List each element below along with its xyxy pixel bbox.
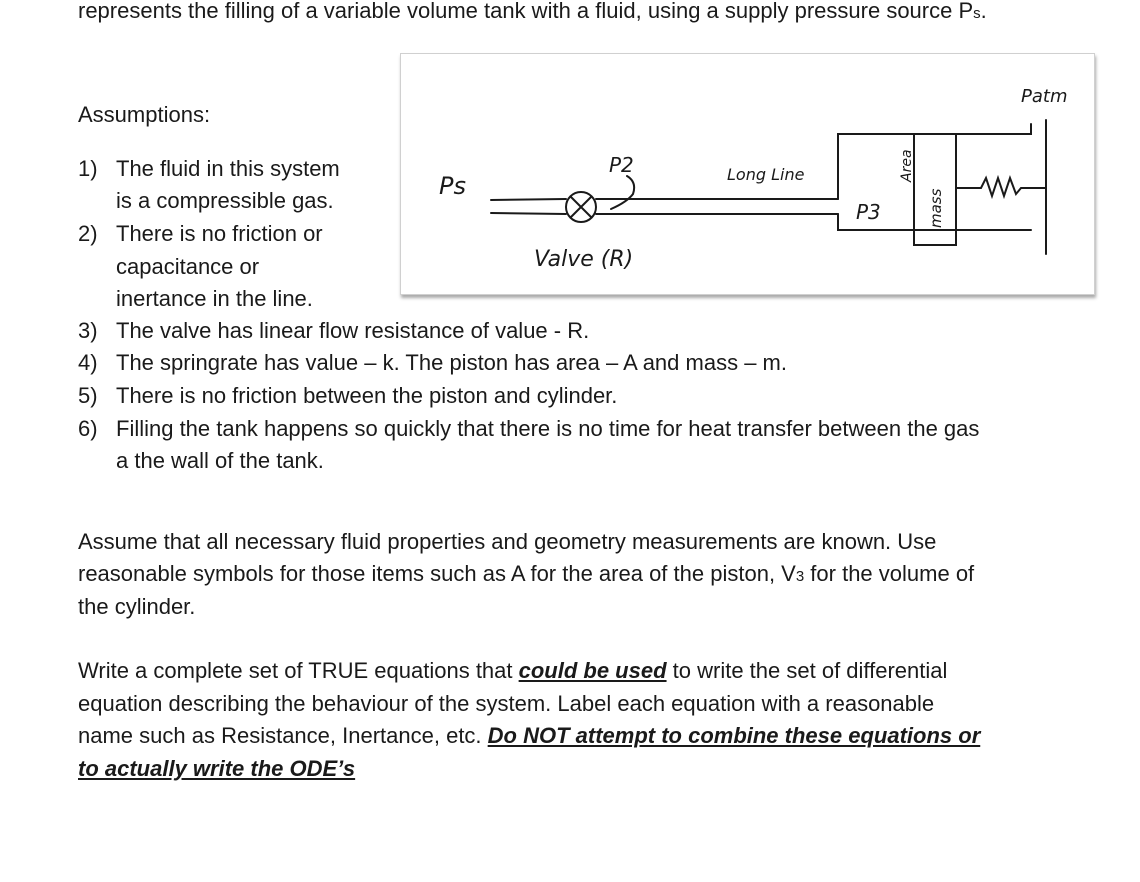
intro-period: . bbox=[980, 0, 987, 23]
para2-line1-end: to write the set of differential bbox=[666, 658, 948, 683]
mass-label: mass bbox=[927, 188, 945, 228]
long-line-label: Long Line bbox=[727, 165, 805, 184]
assumption-text-3: The valve has linear flow resistance of value - R. bbox=[116, 318, 590, 343]
assumption-text-1a: The fluid in this system bbox=[116, 156, 340, 181]
para2-line4 bbox=[78, 756, 355, 782]
spring bbox=[956, 178, 1046, 196]
emphasis-write-ode: to actually write the ODE’s bbox=[78, 756, 356, 781]
assumptions-heading: Assumptions: bbox=[78, 102, 211, 127]
p2-label: P2 bbox=[609, 153, 634, 177]
assumption-text-2c: inertance in the line. bbox=[116, 286, 313, 311]
para2-line2: equation describing the behaviour of the system. Label each equation with a reasonable bbox=[78, 691, 935, 716]
assumption-text-2b: capacitance or bbox=[116, 254, 260, 279]
para1-line2-end: for the volume of bbox=[804, 561, 975, 586]
emphasis-could-be-used: could be used bbox=[518, 658, 667, 683]
supply-line-top bbox=[491, 199, 566, 200]
assumption-number-3: 3) bbox=[78, 318, 98, 343]
assumption-number-1: 1) bbox=[78, 156, 98, 181]
intro-text: represents the filling of a variable volume tank with a fluid, using a supply pressure source P bbox=[78, 0, 974, 23]
patm-label: Patm bbox=[1021, 86, 1068, 107]
intro-subscript: s bbox=[973, 5, 981, 22]
ps-label: Ps bbox=[439, 172, 466, 200]
assumption-text-5: There is no friction between the piston and cylinder. bbox=[116, 383, 618, 408]
assumption-number-5: 5) bbox=[78, 383, 98, 408]
para2-line3 bbox=[78, 723, 980, 749]
assumption-text-1b: is a compressible gas. bbox=[116, 188, 334, 213]
para1-line2 bbox=[78, 561, 974, 590]
valve-label: Valve (R) bbox=[534, 247, 634, 272]
assumption-text-4: The springrate has value – k. The piston has area – A and mass – m. bbox=[116, 350, 787, 375]
assumption-number-6: 6) bbox=[78, 416, 98, 441]
assumption-text-6a: Filling the tank happens so quickly that there is no time for heat transfer between the gas bbox=[116, 416, 980, 441]
area-label: Area bbox=[899, 149, 915, 182]
p2-pointer bbox=[611, 176, 634, 209]
system-diagram bbox=[400, 53, 1095, 295]
para2-line3-start: name such as Resistance, Inertance, etc. bbox=[78, 723, 488, 748]
para2-line1 bbox=[78, 658, 947, 684]
intro-line bbox=[78, 0, 987, 27]
assumption-text-2a: There is no friction or bbox=[116, 221, 323, 246]
diagram-drawing bbox=[401, 54, 1094, 294]
para2-line1-start: Write a complete set of TRUE equations that bbox=[78, 658, 519, 683]
assumption-number-2: 2) bbox=[78, 221, 98, 246]
assumption-text-6b: a the wall of the tank. bbox=[116, 448, 324, 473]
assumption-number-4: 4) bbox=[78, 350, 98, 375]
supply-line-bottom bbox=[491, 213, 566, 214]
para1-line1: Assume that all necessary fluid properties and geometry measurements are known. Use bbox=[78, 529, 937, 554]
volume-subscript: 3 bbox=[795, 568, 805, 585]
para1-line2-start: reasonable symbols for those items such as A for the area of the piston, V bbox=[78, 561, 796, 586]
para1-line3: the cylinder. bbox=[78, 594, 196, 619]
p3-label: P3 bbox=[856, 200, 881, 224]
emphasis-do-not-combine: Do NOT attempt to combine these equations or bbox=[487, 723, 981, 748]
